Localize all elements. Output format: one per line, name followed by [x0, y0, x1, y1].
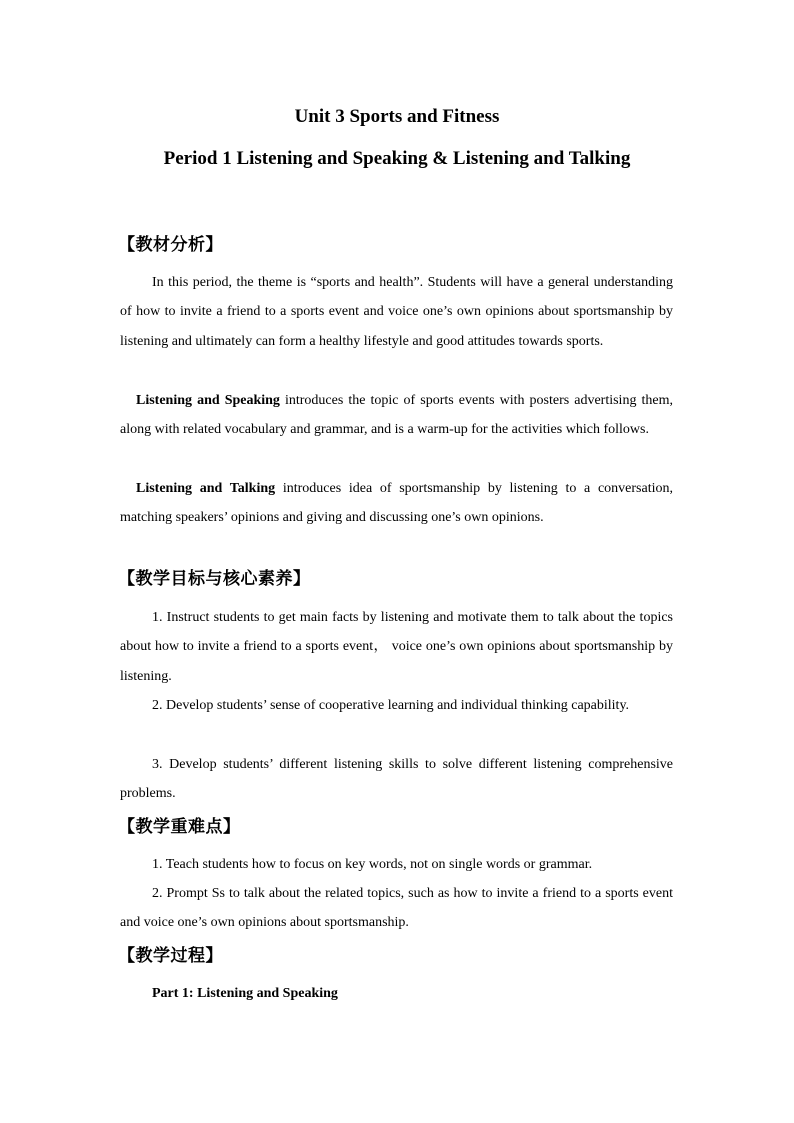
- document-subtitle: Period 1 Listening and Speaking & Listening and Talking: [163, 148, 631, 169]
- process-part-1-heading: Part 1: Listening and Speaking: [152, 986, 338, 1001]
- analysis-paragraph-3-bold: Listening and Talking: [136, 481, 276, 496]
- key-point-item-1: 1. Teach students how to focus on key words, not on single words or grammar.: [152, 857, 593, 872]
- section-heading-key-points: 【教学重难点】: [118, 817, 241, 837]
- objective-item-2: 2. Develop students’ sense of cooperative learning and individual thinking capability.: [152, 698, 630, 713]
- section-heading-process: 【教学过程】: [118, 946, 223, 966]
- section-heading-objectives: 【教学目标与核心素养】: [118, 569, 311, 589]
- analysis-paragraph-2: [120, 386, 673, 445]
- analysis-paragraph-3-text: introduces idea of sportsmanship by listening to a conversation, matching speakers’ opinions and giving and discussing one’s own opinions.: [120, 481, 673, 526]
- analysis-paragraph-1: In this period, the theme is “sports and health”. Students will have a general understanding of how to invite a friend to a sports event and voice one’s own opinions about sportsmanship by listening and ultimately can form a healthy lifestyle and good attitudes towards sports.: [120, 275, 673, 349]
- analysis-paragraph-2-bold: Listening and Speaking: [136, 393, 280, 408]
- key-point-item-2: 2. Prompt Ss to talk about the related topics, such as how to invite a friend to a sports event and voice one’s own opinions about sportsmanship.: [120, 886, 673, 931]
- analysis-paragraph-2-text: introduces the topic of sports events with posters advertising them, along with related vocabulary and grammar, and is a warm-up for the activities which follows.: [120, 393, 673, 438]
- objective-item-1: 1. Instruct students to get main facts by listening and motivate them to talk about the topics about how to invite a friend to a sports event， voice one’s own opinions about sportsmanship by listening.: [120, 610, 673, 684]
- analysis-paragraph-3: [120, 474, 673, 533]
- document-title: Unit 3 Sports and Fitness: [294, 106, 500, 127]
- objective-item-3: 3. Develop students’ different listening skills to solve different listening comprehensive problems.: [120, 757, 673, 802]
- section-heading-analysis: 【教材分析】: [118, 235, 223, 255]
